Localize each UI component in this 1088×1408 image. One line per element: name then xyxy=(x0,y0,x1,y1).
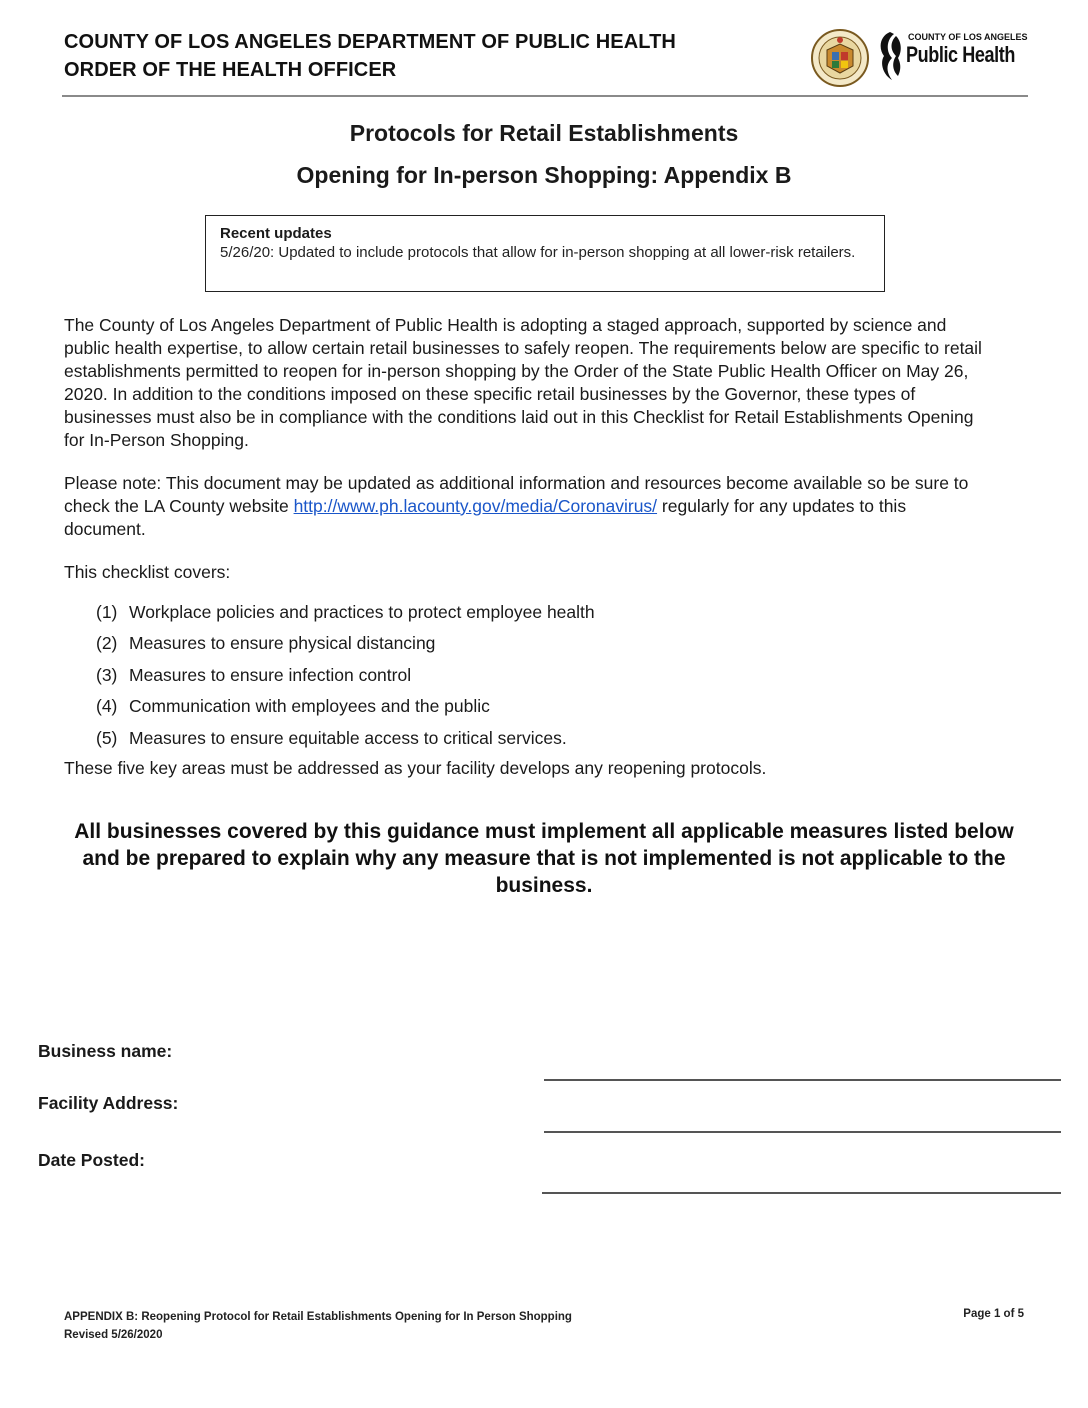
list-item xyxy=(96,660,996,691)
recent-updates-text: 5/26/20: Updated to include protocols that allow for in-person shopping at all lower-risk retailers. xyxy=(220,244,856,261)
footer-doc-info xyxy=(64,1308,572,1344)
note-text-after: regularly for any updates to this document. xyxy=(64,496,907,539)
lacounty-coronavirus-link[interactable]: http://www.ph.lacounty.gov/media/Coronavirus/ xyxy=(293,496,658,516)
checklist-areas-list xyxy=(96,597,996,754)
list-item-text: Measures to ensure infection control xyxy=(129,664,412,685)
county-seal-icon xyxy=(810,28,870,88)
list-item xyxy=(96,691,996,722)
footer-revised-date: Revised 5/26/2020 xyxy=(64,1329,163,1341)
list-item-number: (4) xyxy=(96,696,118,717)
facility-address-field[interactable] xyxy=(544,1131,1061,1133)
header-divider xyxy=(62,95,1028,97)
compliance-notice: All businesses covered by this guidance must implement all applicable measures listed below and be prepared to explain why any measure that is not implemented is not applicable to the business. xyxy=(74,820,1014,897)
intro-paragraph: The County of Los Angeles Department of Public Health is adopting a staged approach, supported by science and public health expertise, to allow certain retail businesses to safely reopen. The requirements below are specific to retail establishments permitted to reopen for in-person shopping by the Order of the State Public Health Officer on May 26, 2020. In addition to the conditions imposed on these specific retail businesses by the Governor, these types of businesses must also be in compliance with the conditions laid out in this Checklist for Retail Establishments Opening for In-Person Shopping. xyxy=(64,315,982,450)
business-name-label: Business name: xyxy=(38,1041,173,1061)
closing-paragraph: These five key areas must be addressed as your facility develops any reopening protocols. xyxy=(64,758,767,778)
list-item xyxy=(96,723,996,754)
note-text-before: Please note: This document may be updated as additional information and resources become available so be sure to check the LA County website xyxy=(64,473,969,516)
list-item xyxy=(96,628,996,659)
public-health-logo-icon xyxy=(876,30,906,82)
facility-address-label: Facility Address: xyxy=(38,1093,179,1113)
document-title-line1: Protocols for Retail Establishments xyxy=(349,120,739,146)
logo-county-text: COUNTY OF LOS ANGELES xyxy=(908,32,1028,42)
list-item xyxy=(96,597,996,628)
date-posted-field[interactable] xyxy=(542,1192,1061,1194)
list-item-number: (5) xyxy=(96,727,118,748)
list-item-text: Measures to ensure physical distancing xyxy=(129,633,436,654)
list-item-number: (1) xyxy=(96,602,118,622)
header-order: ORDER OF THE HEALTH OFFICER xyxy=(64,59,397,81)
business-name-field[interactable] xyxy=(544,1079,1061,1081)
footer-doc-title: APPENDIX B: Reopening Protocol for Retail Establishments Opening for In Person Shopping xyxy=(64,1311,572,1323)
list-item-text: Measures to ensure equitable access to critical services. xyxy=(129,727,567,748)
list-item-text: Communication with employees and the public xyxy=(129,696,490,717)
date-posted-label: Date Posted: xyxy=(38,1150,145,1170)
public-health-logo xyxy=(876,30,1028,84)
checklist-covers-label: This checklist covers: xyxy=(64,562,231,582)
recent-updates-box xyxy=(205,215,885,292)
list-item-number: (3) xyxy=(96,664,118,685)
recent-updates-heading: Recent updates xyxy=(220,225,332,242)
list-item-text: Workplace policies and practices to protect employee health xyxy=(129,602,595,622)
list-item-number: (2) xyxy=(96,633,118,654)
header-department: COUNTY OF LOS ANGELES DEPARTMENT OF PUBLIC HEALTH xyxy=(64,31,676,53)
logo-public-health-text: Public Health xyxy=(906,42,1015,67)
document-title-line2: Opening for In-person Shopping: Appendix B xyxy=(296,162,792,188)
note-paragraph xyxy=(64,472,986,541)
footer-page-number: Page 1 of 5 xyxy=(963,1308,1024,1320)
